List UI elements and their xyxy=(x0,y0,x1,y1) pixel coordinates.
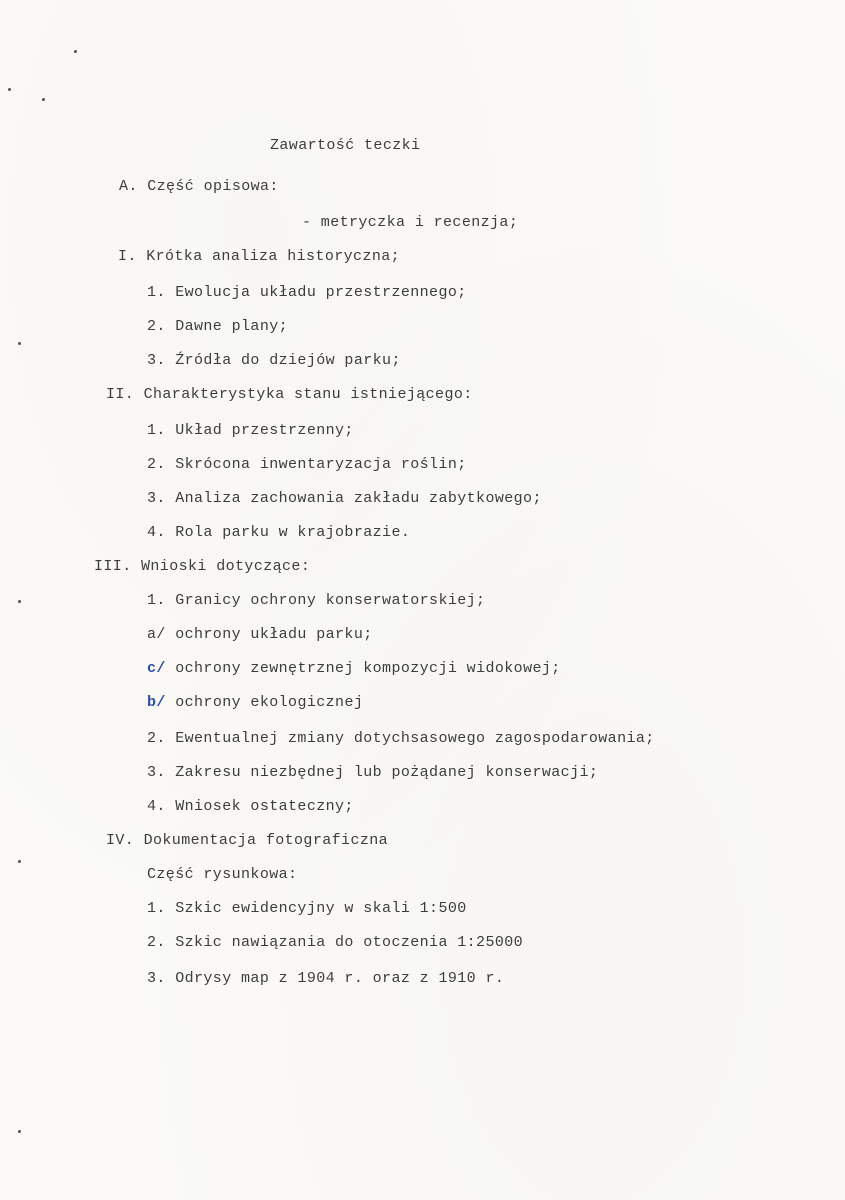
section-ii-heading: II. Charakterystyka stanu istniejącego: xyxy=(106,386,473,403)
list-item: 2. Skrócona inwentaryzacja roślin; xyxy=(147,456,467,473)
list-item: 2. Ewentualnej zmiany dotychsasowego zagospodarowania; xyxy=(147,730,655,747)
document-title: Zawartość teczki xyxy=(270,137,421,154)
handwritten-prefix: c/ xyxy=(147,660,166,677)
list-item: 1. Szkic ewidencyjny w skali 1:500 xyxy=(147,900,467,917)
margin-mark xyxy=(18,600,21,603)
list-item: 3. Analiza zachowania zakładu zabytkowego; xyxy=(147,490,542,507)
list-item: 1. Granicy ochrony konserwatorskiej; xyxy=(147,592,486,609)
margin-mark xyxy=(42,98,45,101)
list-item: 3. Zakresu niezbędnej lub pożądanej konserwacji; xyxy=(147,764,599,781)
list-item: 1. Ewolucja układu przestrzennego; xyxy=(147,284,467,301)
section-drawing-heading: Część rysunkowa: xyxy=(147,866,298,883)
list-item xyxy=(147,694,363,712)
list-item: 2. Szkic nawiązania do otoczenia 1:25000 xyxy=(147,934,524,951)
list-item: 4. Rola parku w krajobrazie. xyxy=(147,524,411,541)
list-item: a/ ochrony układu parku; xyxy=(147,626,373,643)
section-i-heading: I. Krótka analiza historyczna; xyxy=(118,248,401,265)
list-item-text: ochrony zewnętrznej kompozycji widokowej; xyxy=(175,660,561,677)
list-item xyxy=(147,660,561,678)
list-item: 2. Dawne plany; xyxy=(147,318,289,335)
handwritten-prefix: b/ xyxy=(147,694,166,711)
list-item: 4. Wniosek ostateczny; xyxy=(147,798,354,815)
list-item: 1. Układ przestrzenny; xyxy=(147,422,354,439)
margin-mark xyxy=(18,1130,21,1133)
margin-mark xyxy=(74,50,77,53)
list-item-text: ochrony ekologicznej xyxy=(175,694,364,711)
margin-mark xyxy=(18,860,21,863)
margin-mark xyxy=(8,88,11,91)
section-a-heading: A. Część opisowa: xyxy=(119,178,279,195)
margin-mark xyxy=(18,342,21,345)
list-item: 3. Odrysy map z 1904 r. oraz z 1910 r. xyxy=(147,970,505,987)
list-item: 3. Źródła do dziejów parku; xyxy=(147,352,401,369)
section-iv-heading: IV. Dokumentacja fotograficzna xyxy=(106,832,389,849)
list-item: - metryczka i recenzja; xyxy=(302,214,519,231)
section-iii-heading: III. Wnioski dotyczące: xyxy=(94,558,311,575)
